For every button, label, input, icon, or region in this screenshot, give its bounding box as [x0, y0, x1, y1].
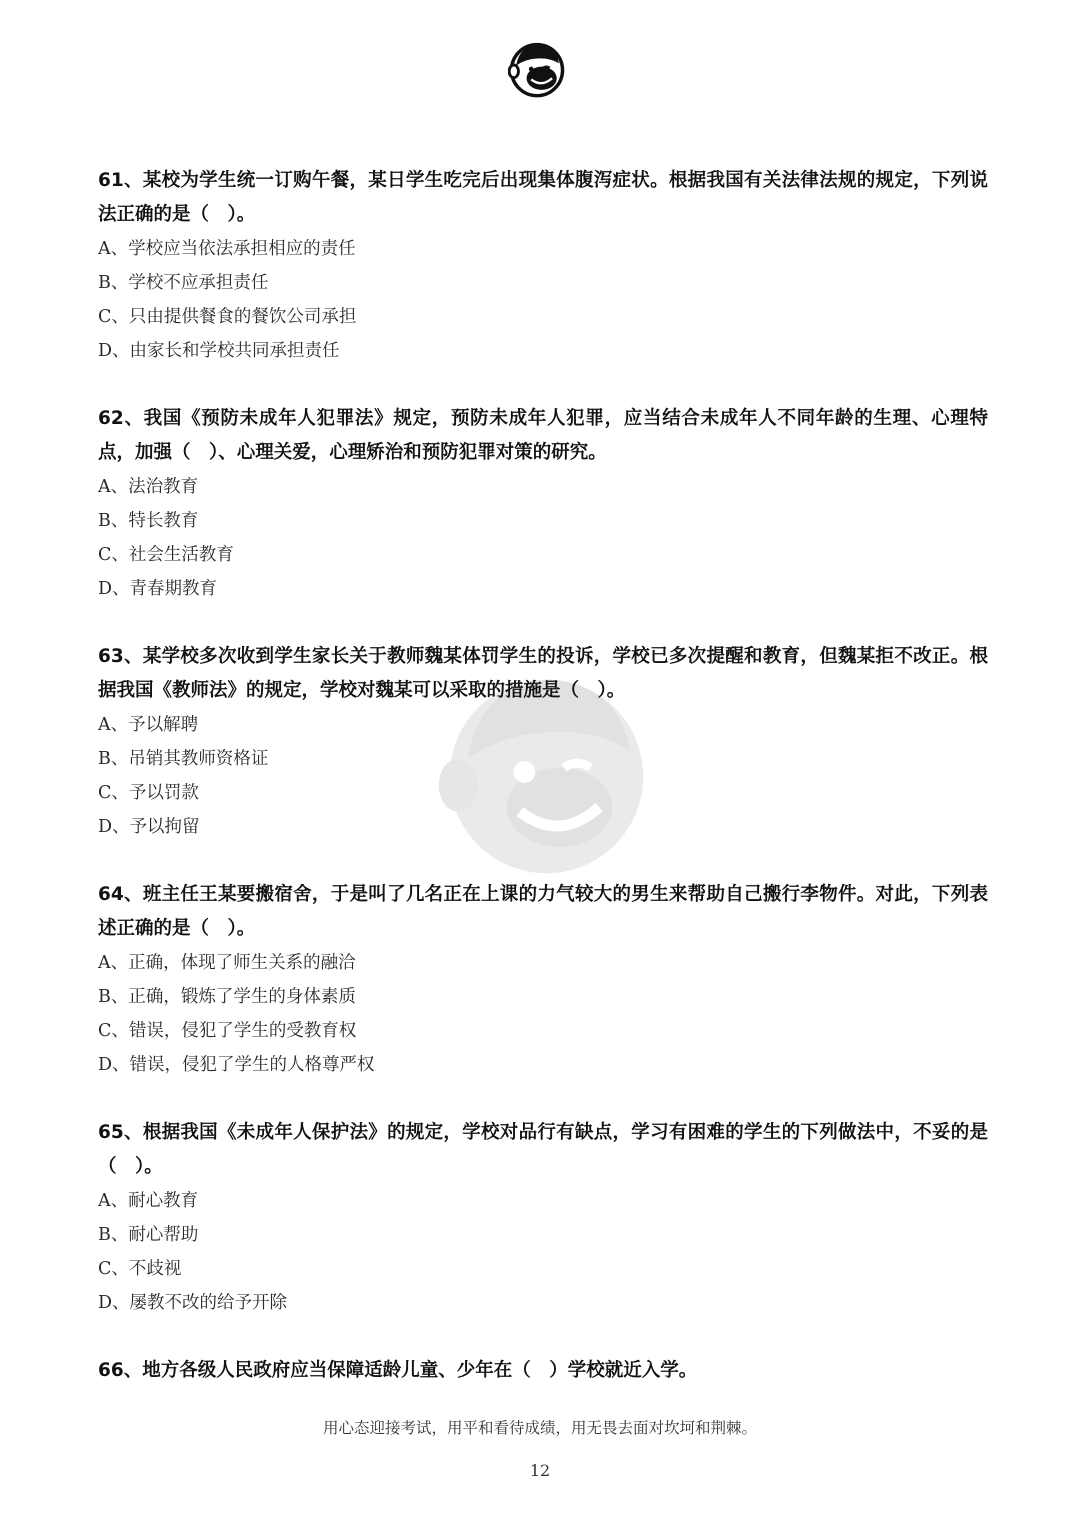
option-d: D、青春期教育	[98, 579, 218, 599]
option-d: D、予以拘留	[98, 817, 200, 837]
question-61	[98, 164, 988, 368]
option-c: C、社会生活教育	[98, 545, 234, 565]
option-b: B、吊销其教师资格证	[98, 749, 269, 769]
option-d: D、由家长和学校共同承担责任	[98, 341, 340, 361]
question-66	[98, 1354, 988, 1388]
question-stem: 65、根据我国《未成年人保护法》的规定，学校对品行有缺点，学习有困难的学生的下列做法中，不妥的是（ ）。	[98, 1122, 988, 1177]
question-stem: 66、地方各级人民政府应当保障适龄儿童、少年在（ ）学校就近入学。	[98, 1360, 698, 1381]
question-62	[98, 402, 988, 606]
monkey-mascot-logo-icon	[508, 40, 566, 98]
option-d: D、错误，侵犯了学生的人格尊严权	[98, 1055, 375, 1075]
option-a: A、正确，体现了师生关系的融洽	[98, 953, 356, 973]
option-b: B、正确，锻炼了学生的身体素质	[98, 987, 356, 1007]
option-a: A、予以解聘	[98, 715, 199, 735]
option-b: B、特长教育	[98, 511, 199, 531]
option-d: D、屡教不改的给予开除	[98, 1293, 288, 1313]
option-b: B、耐心帮助	[98, 1225, 199, 1245]
question-stem: 61、某校为学生统一订购午餐，某日学生吃完后出现集体腹泻症状。根据我国有关法律法规的规定，下列说法正确的是（ ）。	[98, 170, 988, 225]
option-c: C、错误，侵犯了学生的受教育权	[98, 1021, 357, 1041]
footer-motto: 用心态迎接考试，用平和看待成绩，用无畏去面对坎坷和荆棘。	[322, 1419, 757, 1437]
question-stem: 64、班主任王某要搬宿舍，于是叫了几名正在上课的力气较大的男生来帮助自己搬行李物件。对此，下列表述正确的是（ ）。	[98, 884, 988, 939]
option-a: A、学校应当依法承担相应的责任	[98, 239, 356, 259]
option-c: C、不歧视	[98, 1259, 182, 1279]
option-b: B、学校不应承担责任	[98, 273, 269, 293]
question-stem: 63、某学校多次收到学生家长关于教师魏某体罚学生的投诉，学校已多次提醒和教育，但魏某拒不改正。根据我国《教师法》的规定，学校对魏某可以采取的措施是（ ）。	[98, 646, 988, 701]
option-c: C、予以罚款	[98, 783, 199, 803]
option-a: A、法治教育	[98, 477, 199, 497]
question-65	[98, 1116, 988, 1320]
question-63	[98, 640, 988, 844]
page-number: 12	[529, 1461, 551, 1480]
option-a: A、耐心教育	[98, 1191, 199, 1211]
option-c: C、只由提供餐食的餐饮公司承担	[98, 307, 357, 327]
question-64	[98, 878, 988, 1082]
question-stem: 62、我国《预防未成年人犯罪法》规定，预防未成年人犯罪，应当结合未成年人不同年龄的生理、心理特点，加强（ ）、心理关爱，心理矫治和预防犯罪对策的研究。	[98, 408, 988, 463]
question-list	[98, 164, 988, 1422]
